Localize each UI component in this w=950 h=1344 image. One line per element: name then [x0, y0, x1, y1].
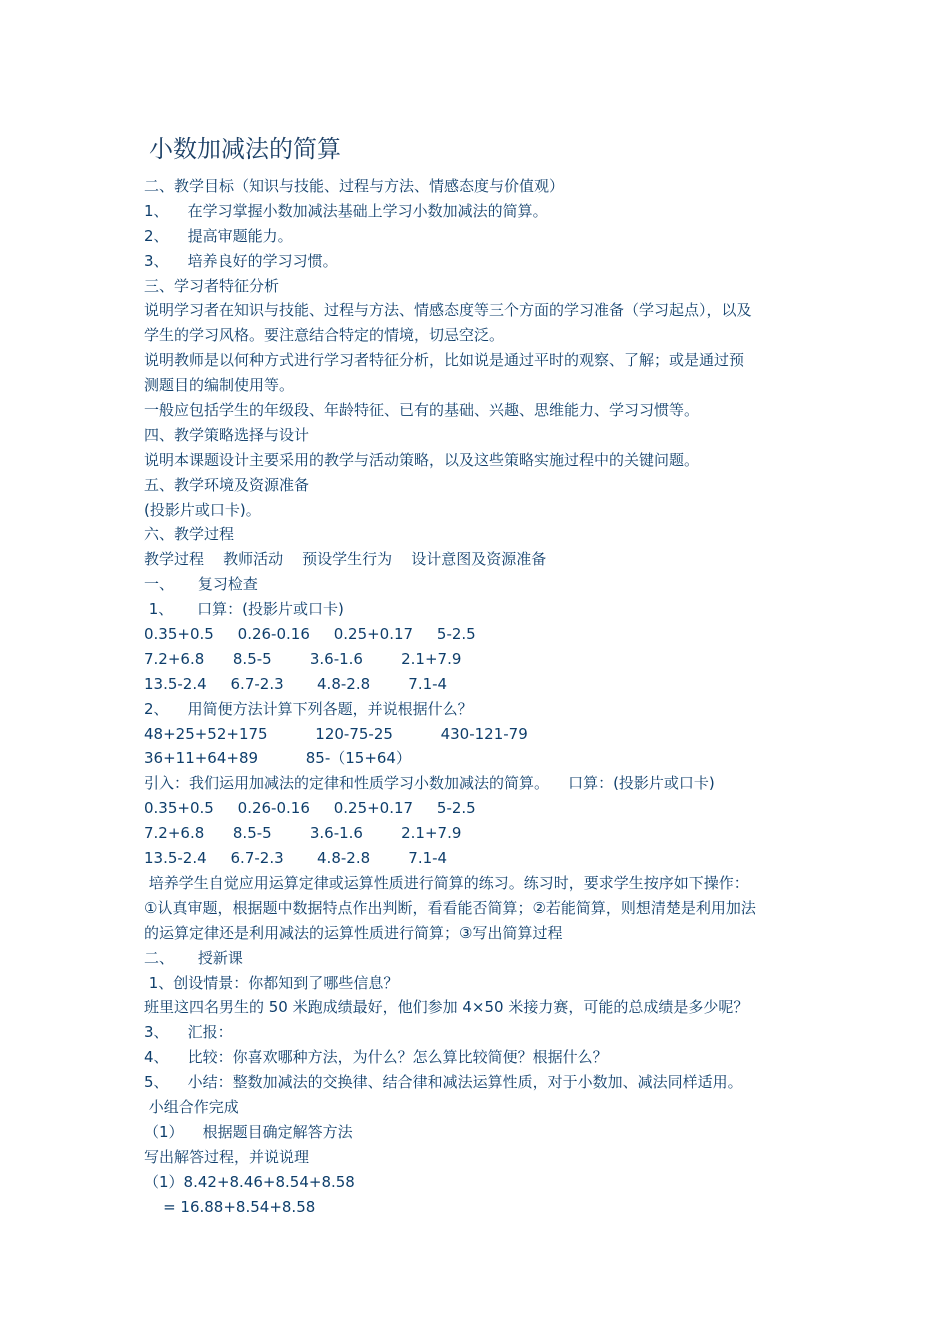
- text-line: 说明学习者在知识与技能、过程与方法、情感态度等三个方面的学习准备（学习起点），以及: [144, 301, 752, 320]
- text-line: 二、教学目标（知识与技能、过程与方法、情感态度与价值观）: [144, 177, 565, 195]
- text-line: 一般应包括学生的年级段、年龄特征、已有的基础、兴趣、思维能力、学习习惯等。: [144, 401, 700, 420]
- text-line: 写出解答过程，并说说理: [144, 1147, 310, 1166]
- text-line: 班里这四名男生的 50 米跑成绩最好，他们参加 4×50 米接力赛，可能的总成绩是多少呢？: [144, 998, 749, 1017]
- text-line: 13.5-2.4 6.7-2.3 4.8-2.8 7.1-4: [144, 849, 448, 868]
- text-line: 2、 提高审题能力。: [144, 226, 293, 245]
- text-line: 说明本课题设计主要采用的教学与活动策略，以及这些策略实施过程中的关键问题。: [144, 450, 700, 469]
- text-line: 二、 授新课: [144, 948, 243, 967]
- text-line: 六、教学过程: [144, 525, 235, 544]
- text-line: 四、教学策略选择与设计: [144, 425, 310, 444]
- text-line: （1） 根据题目确定解答方法: [144, 1122, 353, 1141]
- text-line: 36+11+64+89 85-（15+64）: [144, 749, 411, 768]
- document-title: 小数加减法的简算: [149, 135, 341, 163]
- document-body: [144, 174, 824, 1219]
- text-line: 1、创设情景：你都知到了哪些信息？: [144, 973, 399, 992]
- text-line: = 16.88+8.54+8.58: [144, 1197, 316, 1216]
- text-line: (投影片或口卡)。: [144, 500, 261, 519]
- text-line: 学生的学习风格。要注意结合特定的情境，切忌空泛。: [144, 326, 505, 345]
- text-line: 48+25+52+175 120-75-25 430-121-79: [144, 724, 528, 743]
- text-line: 3、 汇报：: [144, 1023, 233, 1042]
- text-line: 引入：我们运用加减法的定律和性质学习小数加减法的简算。 口算：(投影片或口卡): [144, 774, 715, 793]
- text-line: 教学过程 教师活动 预设学生行为 设计意图及资源准备: [144, 550, 547, 569]
- text-line: 培养学生自觉应用运算定律或运算性质进行简算的练习。练习时，要求学生按序如下操作：: [144, 873, 749, 892]
- text-line: 13.5-2.4 6.7-2.3 4.8-2.8 7.1-4: [144, 674, 448, 693]
- text-line: 五、教学环境及资源准备: [144, 475, 310, 494]
- text-line: （1）8.42+8.46+8.54+8.58: [144, 1172, 355, 1191]
- text-line: 1、 在学习掌握小数加减法基础上学习小数加减法的简算。: [144, 201, 548, 220]
- text-line: 小组合作完成: [144, 1097, 239, 1116]
- text-line: ①认真审题，根据题中数据特点作出判断，看看能否简算；②若能简算，则想清楚是利用加法: [144, 898, 756, 917]
- text-line: 0.35+0.5 0.26-0.16 0.25+0.17 5-2.5: [144, 625, 476, 644]
- text-line: 0.35+0.5 0.26-0.16 0.25+0.17 5-2.5: [144, 799, 476, 818]
- text-line: 一、 复习检查: [144, 575, 258, 594]
- text-line: 测题目的编制使用等。: [144, 376, 295, 395]
- text-line: 3、 培养良好的学习习惯。: [144, 251, 338, 270]
- text-line: 的运算定律还是利用减法的运算性质进行简算；③写出简算过程: [144, 923, 563, 942]
- text-line: 7.2+6.8 8.5-5 3.6-1.6 2.1+7.9: [144, 649, 462, 668]
- text-line: 4、 比较：你喜欢哪种方法，为什么？怎么算比较简便？根据什么？: [144, 1048, 608, 1067]
- text-line: 2、 用简便方法计算下列各题，并说根据什么？: [144, 699, 473, 718]
- text-line: 5、 小结：整数加减法的交换律、结合律和减法运算性质，对于小数加、减法同样适用。: [144, 1073, 743, 1092]
- text-line: 三、学习者特征分析: [144, 276, 280, 295]
- text-line: 说明教师是以何种方式进行学习者特征分析，比如说是通过平时的观察、了解；或是通过预: [144, 351, 745, 370]
- text-line: 7.2+6.8 8.5-5 3.6-1.6 2.1+7.9: [144, 824, 462, 843]
- text-line: 1、 口算：(投影片或口卡): [144, 600, 344, 619]
